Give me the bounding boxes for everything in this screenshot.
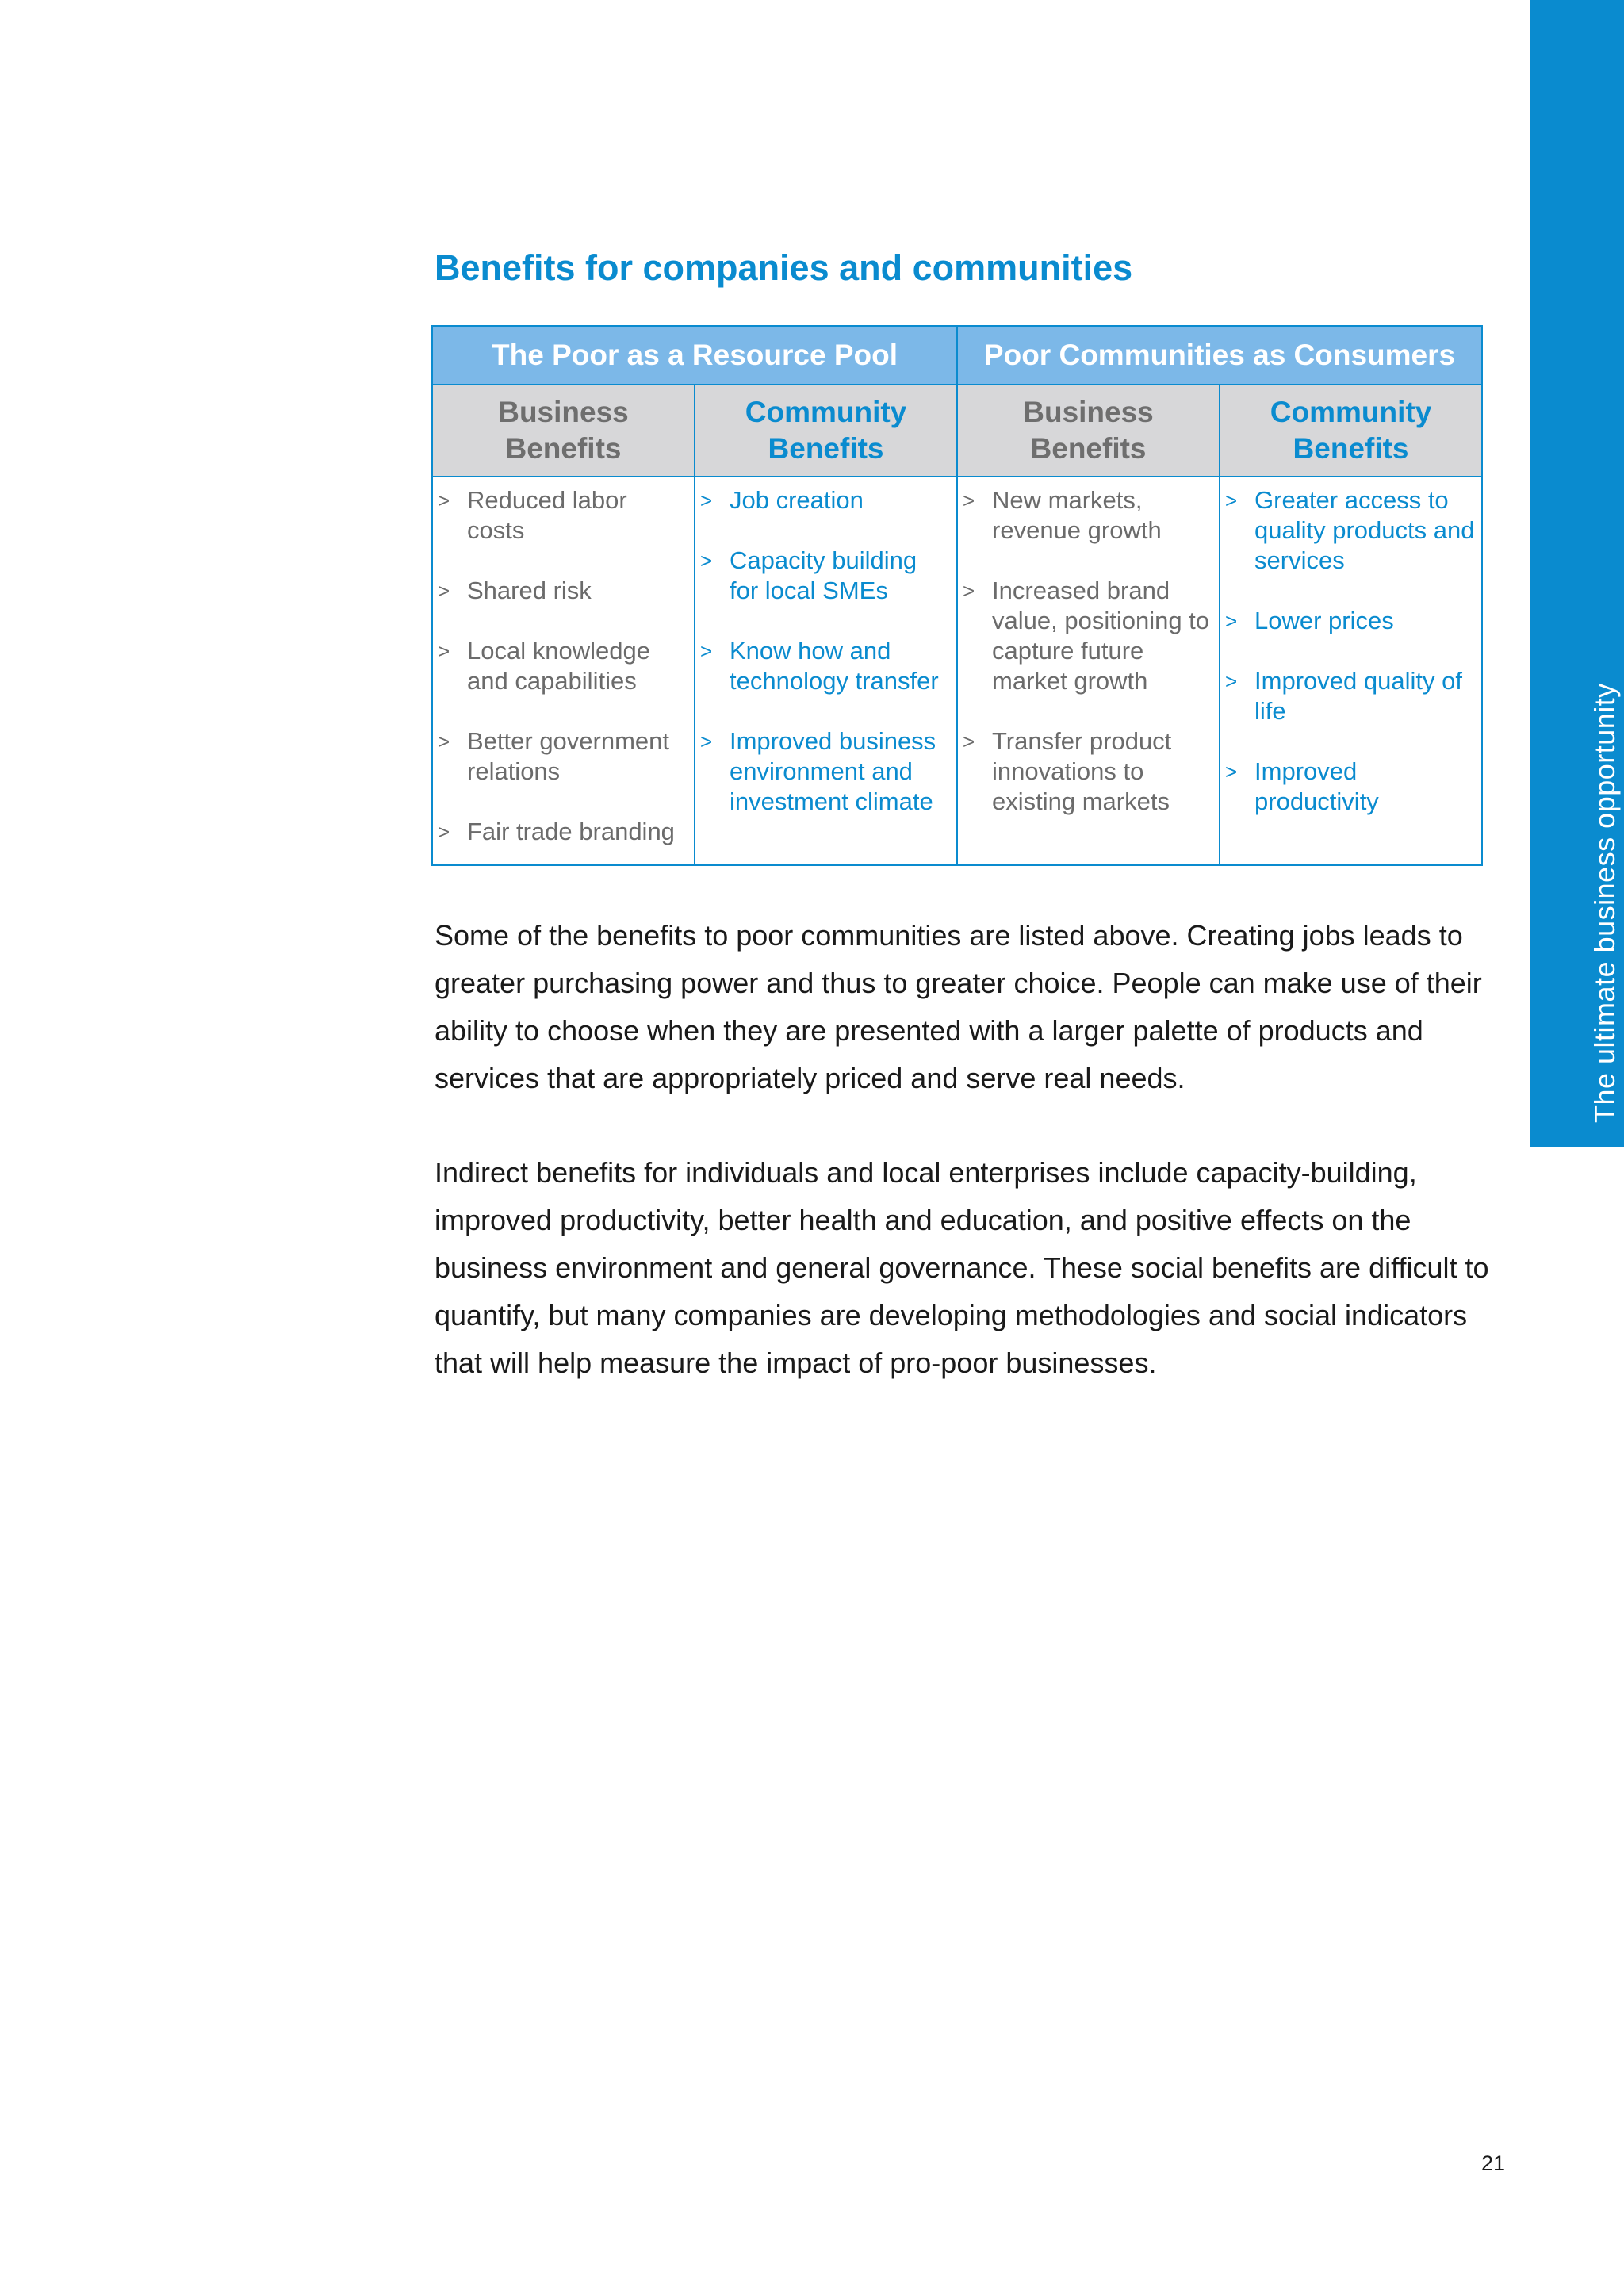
benefit-item xyxy=(1225,666,1475,726)
subheader-line: Benefits xyxy=(1293,432,1409,465)
subheader-row xyxy=(432,385,1482,477)
bullet-chevron-icon: > xyxy=(963,579,975,603)
subheader-line: Community xyxy=(745,396,907,428)
benefit-list xyxy=(438,485,688,847)
benefits-body-row xyxy=(432,477,1482,865)
benefit-text: Reduced labor costs xyxy=(467,486,627,544)
subheader-community-benefits xyxy=(1220,385,1482,477)
benefit-item xyxy=(700,726,950,817)
benefit-text: Job creation xyxy=(730,486,864,514)
bullet-chevron-icon: > xyxy=(1225,669,1238,693)
bullet-chevron-icon: > xyxy=(1225,609,1238,633)
benefit-text: Improved business environment and investment climate xyxy=(730,727,936,815)
subheader-community-benefits xyxy=(695,385,957,477)
bullet-chevron-icon: > xyxy=(438,820,450,844)
benefit-list xyxy=(700,485,950,817)
benefit-item xyxy=(700,546,950,606)
benefit-item xyxy=(438,817,688,847)
benefit-item xyxy=(438,576,688,606)
benefit-item xyxy=(700,485,950,515)
benefit-text: Increased brand value, positioning to capture future market growth xyxy=(992,577,1210,695)
benefit-item xyxy=(438,726,688,787)
bullet-chevron-icon: > xyxy=(438,579,450,603)
subheader-line: Community xyxy=(1270,396,1432,428)
side-tab-label: The ultimate business opportunity xyxy=(1588,683,1621,1123)
benefit-item xyxy=(963,726,1212,817)
benefit-item xyxy=(1225,606,1475,636)
subheader-line: Benefits xyxy=(1030,432,1147,465)
benefit-text: Local knowledge and capabilities xyxy=(467,637,650,695)
bullet-chevron-icon: > xyxy=(438,488,450,512)
benefit-item xyxy=(1225,757,1475,817)
benefit-text: Capacity building for local SMEs xyxy=(730,546,917,604)
consumers-community-cell xyxy=(1220,477,1482,865)
bullet-chevron-icon: > xyxy=(700,730,713,753)
bullet-chevron-icon: > xyxy=(1225,760,1238,783)
bullet-chevron-icon: > xyxy=(700,639,713,663)
benefit-text: Greater access to quality products and services xyxy=(1254,486,1475,574)
bullet-chevron-icon: > xyxy=(1225,488,1238,512)
benefit-item xyxy=(438,636,688,696)
benefit-text: Shared risk xyxy=(467,577,592,604)
benefit-text: New markets, revenue growth xyxy=(992,486,1162,544)
bullet-chevron-icon: > xyxy=(963,488,975,512)
resource-pool-community-cell xyxy=(695,477,957,865)
benefits-table xyxy=(431,325,1483,866)
benefit-item xyxy=(700,636,950,696)
benefit-text: Lower prices xyxy=(1254,607,1394,634)
body-paragraph: Indirect benefits for individuals and local enterprises include capacity-building, improved productivity, better health and education, and positive effects on the business environment and general governance. These social benefits are difficult to quantify, but many companies are developing methodologies and social indicators that will help measure the impact of pro-poor businesses. xyxy=(435,1156,1489,1379)
benefit-text: Transfer product innovations to existing markets xyxy=(992,727,1172,815)
benefit-text: Improved productivity xyxy=(1254,757,1379,815)
benefit-item xyxy=(963,576,1212,696)
benefit-text: Know how and technology transfer xyxy=(730,637,939,695)
page-number: 21 xyxy=(1481,2151,1506,2175)
bullet-chevron-icon: > xyxy=(963,730,975,753)
subheader-line: Benefits xyxy=(505,432,622,465)
benefit-item xyxy=(1225,485,1475,576)
subheader-business-benefits xyxy=(957,385,1220,477)
body-paragraph: Some of the benefits to poor communities are listed above. Creating jobs leads to greater purchasing power and thus to greater choice. People can make use of their ability to choose when they are presented with a larger palette of products and services that are appropriately priced and serve real needs. xyxy=(435,919,1482,1094)
benefit-item xyxy=(963,485,1212,546)
bullet-chevron-icon: > xyxy=(438,730,450,753)
group-header-row xyxy=(432,326,1482,385)
benefit-text: Better government relations xyxy=(467,727,670,785)
bullet-chevron-icon: > xyxy=(438,639,450,663)
bullet-chevron-icon: > xyxy=(700,549,713,573)
benefit-list xyxy=(1225,485,1475,817)
benefit-list xyxy=(963,485,1212,817)
bullet-chevron-icon: > xyxy=(700,488,713,512)
benefit-text: Fair trade branding xyxy=(467,818,675,845)
group-header-resource-pool: The Poor as a Resource Pool xyxy=(432,326,957,385)
benefit-item xyxy=(438,485,688,546)
group-header-consumers: Poor Communities as Consumers xyxy=(957,326,1482,385)
consumers-business-cell xyxy=(957,477,1220,865)
subheader-line: Business xyxy=(498,396,629,428)
page-heading: Benefits for companies and communities xyxy=(435,247,1133,288)
subheader-line: Business xyxy=(1023,396,1154,428)
subheader-business-benefits xyxy=(432,385,695,477)
benefit-text: Improved quality of life xyxy=(1254,667,1462,725)
subheader-line: Benefits xyxy=(768,432,884,465)
resource-pool-business-cell xyxy=(432,477,695,865)
